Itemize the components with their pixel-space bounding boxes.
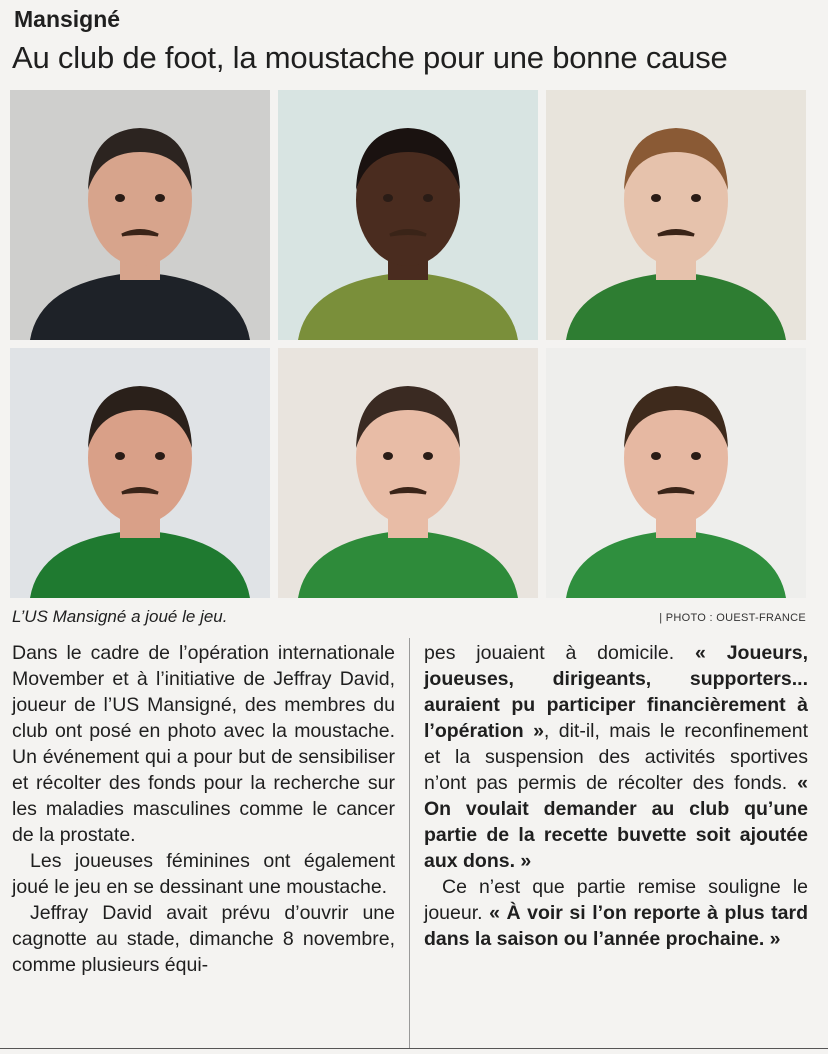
photo-4 [10, 348, 270, 598]
photo-5 [278, 348, 538, 598]
right-eye [423, 452, 433, 460]
moustache-shape [658, 489, 694, 494]
quote-3: « À voir si l’on reporte à plus tard dans la saison ou l’année prochaine. » [424, 902, 808, 950]
portrait-illustration [10, 90, 270, 340]
article-headline: Au club de foot, la moustache pour une bonne cause [12, 40, 728, 75]
photo-3 [546, 90, 806, 340]
moustache-shape [122, 231, 158, 236]
moustache-shape [122, 489, 158, 494]
text-segment: Ce n’est que partie remise souligne le joueur. [424, 876, 808, 924]
paragraph-5 [424, 874, 808, 952]
quote-2: « On voulait demander au club qu’une partie de la recette buvette soit ajoutée aux dons. » [424, 772, 808, 872]
portrait-illustration [10, 348, 270, 598]
moustache-shape [390, 231, 426, 236]
left-eye [651, 452, 661, 460]
left-eye [383, 194, 393, 202]
right-eye [155, 452, 165, 460]
right-eye [691, 452, 701, 460]
paragraph-1: Dans le cadre de l’opération internationale Movember et à l’initiative de Jeffray David, joueur de l’US Mansigné, des membres du club ont posé en photo avec la moustache. Un événement qui a pour but de sensibiliser et récolter des fonds pour la recherche sur les maladies masculines comme le cancer de la prostate. [12, 642, 395, 846]
quote-1: « Joueurs, joueuses, dirigeants, supporters... auraient pu participer financièrement à l’opération » [424, 642, 808, 742]
moustache-shape [658, 231, 694, 236]
left-eye [383, 452, 393, 460]
left-eye [115, 452, 125, 460]
article-column-1 [12, 640, 395, 978]
text-segment: pes jouaient à domicile. [424, 642, 695, 664]
paragraph-4 [424, 640, 808, 874]
portrait-illustration [546, 348, 806, 598]
text-segment: , dit-il, mais le reconfinement et la suspension des activités sportives n’ont pas permis de récolter des fonds. [424, 720, 808, 794]
page-bottom-rule [0, 1048, 828, 1049]
left-eye [651, 194, 661, 202]
right-eye [691, 194, 701, 202]
photo-2 [278, 90, 538, 340]
photo-6 [546, 348, 806, 598]
portrait-illustration [278, 90, 538, 340]
paragraph-3: Jeffray David avait prévu d’ouvrir une cagnotte au stade, dimanche 8 novembre, comme plusieurs équi- [12, 902, 395, 976]
right-eye [423, 194, 433, 202]
photo-caption: L’US Mansigné a joué le jeu. [12, 607, 228, 626]
photo-grid [10, 90, 806, 598]
column-divider [409, 638, 410, 1048]
portrait-illustration [546, 90, 806, 340]
photo-credit: | PHOTO : OUEST-FRANCE [659, 612, 806, 624]
moustache-shape [390, 489, 426, 494]
left-eye [115, 194, 125, 202]
photo-1 [10, 90, 270, 340]
article-column-2 [424, 640, 808, 952]
portrait-illustration [278, 348, 538, 598]
paragraph-2: Les joueuses féminines ont également joué le jeu en se dessinant une moustache. [12, 850, 395, 898]
article-kicker: Mansigné [14, 6, 121, 32]
right-eye [155, 194, 165, 202]
